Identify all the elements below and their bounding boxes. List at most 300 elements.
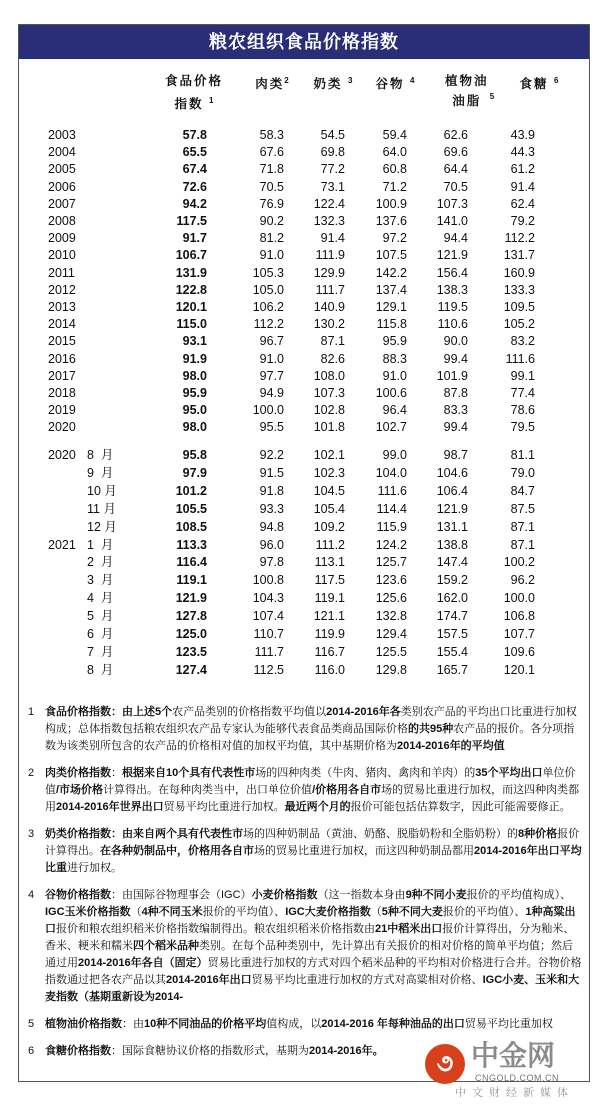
footnote-text: ：由 bbox=[122, 1018, 144, 1030]
row-year: 2019 bbox=[48, 403, 76, 418]
footnote-text: 根据来自10个具有代表性市 bbox=[122, 767, 256, 779]
row-year: 2017 bbox=[48, 368, 76, 383]
cell-value: 91.8 bbox=[259, 483, 284, 498]
cell-value: 76.9 bbox=[259, 196, 284, 211]
row-year: 2014 bbox=[48, 317, 76, 332]
cell-value: 119.9 bbox=[314, 627, 345, 641]
annual-row bbox=[19, 333, 591, 350]
cell-value: 79.0 bbox=[510, 465, 535, 480]
row-month: 5 月 bbox=[87, 609, 114, 624]
cell-value: 57.8 bbox=[182, 128, 207, 142]
cell-value: 116.0 bbox=[314, 662, 345, 677]
row-month: 11 月 bbox=[87, 501, 116, 516]
footnote-ref: 4 bbox=[410, 76, 415, 85]
header-label: 肉类 bbox=[255, 77, 285, 92]
row-month: 6 月 bbox=[87, 627, 114, 641]
cell-value: 125.5 bbox=[375, 644, 407, 659]
cell-value: 87.8 bbox=[443, 386, 468, 400]
footnote-text: （ bbox=[130, 906, 142, 918]
cell-value: 106.2 bbox=[252, 300, 284, 314]
cell-value: 97.2 bbox=[382, 231, 407, 246]
footnote-text: 4种不同玉米 bbox=[141, 906, 203, 918]
cell-value: 105.4 bbox=[313, 501, 345, 516]
cell-value: 88.3 bbox=[382, 351, 407, 366]
cell-value: 102.8 bbox=[313, 403, 345, 418]
row-month: 2 月 bbox=[87, 555, 114, 570]
footnote-text: 报价计算得出。 bbox=[45, 828, 580, 857]
cell-value: 106.7 bbox=[175, 248, 207, 263]
footnote-text: 2014-2016年各自（固定） bbox=[78, 957, 208, 969]
cell-value: 115.8 bbox=[376, 317, 407, 332]
footnote-text: 2014-2016年出口平均比重 bbox=[45, 845, 582, 874]
footnote-text: 肉类价格指数 bbox=[45, 767, 111, 779]
cell-value: 130.2 bbox=[313, 317, 345, 332]
cell-value: 62.6 bbox=[443, 128, 468, 142]
cell-value: 111.7 bbox=[315, 282, 345, 297]
cell-value: 98.0 bbox=[182, 368, 207, 383]
cell-value: 125.0 bbox=[175, 627, 207, 641]
footnote-ref: 6 bbox=[554, 76, 559, 85]
cell-value: 141.0 bbox=[436, 214, 468, 228]
cell-value: 106.4 bbox=[436, 483, 468, 498]
column-header-food-price-index bbox=[159, 71, 229, 114]
footnote-text: 5种不同大麦 bbox=[381, 906, 443, 918]
cell-value: 138.3 bbox=[436, 282, 468, 297]
cell-value: 120.1 bbox=[175, 300, 207, 314]
cell-value: 127.8 bbox=[175, 609, 207, 624]
cell-value: 122.8 bbox=[175, 282, 207, 297]
footnote-text: IGC大麦价格指数 bbox=[285, 906, 371, 918]
cell-value: 106.8 bbox=[503, 609, 535, 624]
cell-value: 94.8 bbox=[259, 519, 284, 534]
cell-value: 84.7 bbox=[510, 483, 535, 498]
annual-row bbox=[19, 402, 591, 419]
cell-value: 101.2 bbox=[175, 483, 207, 498]
cell-value: 107.4 bbox=[252, 609, 284, 624]
annual-row bbox=[19, 351, 591, 368]
footnote-ref: 1 bbox=[209, 96, 214, 105]
annual-row bbox=[19, 213, 591, 230]
cell-value: 121.1 bbox=[313, 609, 345, 624]
cell-value: 123.6 bbox=[375, 573, 407, 588]
footnote-6 bbox=[19, 1040, 591, 1104]
logo-domain: CNGOLD.COM.CN bbox=[475, 1073, 560, 1083]
cell-value: 107.3 bbox=[313, 386, 345, 400]
footnote-text: IGC玉米价格指数 bbox=[45, 906, 131, 918]
cell-value: 113.3 bbox=[176, 537, 207, 552]
cell-value: 105.0 bbox=[252, 282, 284, 297]
cell-value: 92.2 bbox=[259, 448, 284, 462]
annual-row bbox=[19, 196, 591, 213]
annual-row bbox=[19, 368, 591, 385]
footnote-text: 植物油价格指数 bbox=[45, 1018, 122, 1030]
cell-value: 113.1 bbox=[314, 555, 345, 570]
cell-value: 111.6 bbox=[505, 351, 535, 366]
cell-value: 116.7 bbox=[314, 644, 345, 659]
cell-value: 156.4 bbox=[436, 265, 468, 280]
footnote-text: 2014-2016年世界出口 bbox=[56, 801, 164, 813]
cell-value: 165.7 bbox=[436, 662, 468, 677]
cell-value: 174.7 bbox=[436, 609, 468, 624]
annual-row bbox=[19, 247, 591, 264]
cell-value: 91.9 bbox=[182, 351, 207, 366]
cell-value: 97.7 bbox=[259, 368, 284, 383]
monthly-row bbox=[19, 608, 591, 625]
header-line: 指数 bbox=[174, 97, 204, 112]
cell-value: 83.2 bbox=[510, 334, 535, 349]
cell-value: 129.4 bbox=[375, 627, 407, 641]
annual-row bbox=[19, 144, 591, 161]
cell-value: 117.5 bbox=[176, 214, 207, 228]
monthly-row bbox=[19, 519, 591, 536]
row-year: 2013 bbox=[48, 300, 76, 314]
row-year: 2009 bbox=[48, 231, 76, 246]
cell-value: 98.0 bbox=[182, 420, 207, 435]
cell-value: 100.2 bbox=[503, 555, 535, 570]
footnote-text: 2014-2016年出口 bbox=[166, 974, 252, 986]
cell-value: 91.4 bbox=[320, 231, 345, 246]
header-label: 谷物 bbox=[375, 77, 405, 92]
footnote-text: 报价的平均值）、 bbox=[202, 906, 286, 918]
footnote-number: 1 bbox=[28, 706, 35, 718]
footnote-text: 贸易平均比重进行加权的方式对高粱相对价格、 bbox=[251, 974, 483, 986]
footnote-text: 类别农产品的平均出口比重进行加权构成；总体指数包括粮农组织农产品专家认为能够代表食品类商品国际价格 bbox=[45, 706, 577, 735]
cell-value: 69.6 bbox=[443, 145, 468, 160]
cell-value: 96.0 bbox=[259, 537, 284, 552]
cell-value: 123.5 bbox=[175, 644, 207, 659]
footnote-2 bbox=[19, 762, 591, 819]
footnote-text: 进行加权。 bbox=[67, 862, 122, 874]
cell-value: 129.8 bbox=[375, 662, 407, 677]
column-header-sugar bbox=[509, 71, 569, 94]
cell-value: 108.5 bbox=[175, 519, 207, 534]
footnote-text: 贸易比重进行加权的方式对四个稻米品种的平均相对价格进行合并。谷物价格指数通过把各农产品以其 bbox=[45, 957, 582, 986]
cell-value: 107.3 bbox=[436, 196, 468, 211]
cell-value: 97.8 bbox=[259, 555, 284, 570]
cell-value: 109.6 bbox=[503, 644, 535, 659]
row-year: 2016 bbox=[48, 351, 76, 366]
cell-value: 44.3 bbox=[510, 145, 535, 160]
footnote-text: 值构成，以 bbox=[266, 1018, 322, 1030]
footnote-text: 单位价值 bbox=[45, 767, 576, 796]
footnote-number: 3 bbox=[28, 828, 35, 840]
footnote-text: /价格用各自市 bbox=[312, 784, 382, 796]
cell-value: 119.5 bbox=[437, 300, 468, 314]
cell-value: 62.4 bbox=[510, 196, 535, 211]
logo-swirl-icon: ૭ bbox=[425, 1044, 465, 1084]
cell-value: 87.1 bbox=[510, 537, 535, 552]
annual-row bbox=[19, 299, 591, 316]
cell-value: 71.8 bbox=[259, 162, 284, 177]
cell-value: 87.5 bbox=[510, 501, 535, 516]
row-year: 2008 bbox=[48, 214, 76, 228]
footnote-text: 报价可能包括估算数字，因此可能需要修正。 bbox=[350, 801, 571, 813]
cell-value: 94.2 bbox=[182, 196, 207, 211]
footnote-number: 5 bbox=[28, 1018, 35, 1030]
cell-value: 91.0 bbox=[259, 351, 284, 366]
footnote-text: 2014-2016年。 bbox=[309, 1045, 384, 1057]
cell-value: 104.5 bbox=[313, 483, 345, 498]
cell-value: 138.8 bbox=[436, 537, 468, 552]
cell-value: 129.9 bbox=[313, 265, 345, 280]
cell-value: 90.0 bbox=[443, 334, 468, 349]
monthly-row bbox=[19, 465, 591, 482]
cell-value: 112.2 bbox=[253, 317, 284, 332]
footnote-text: （ bbox=[370, 906, 382, 918]
cell-value: 91.5 bbox=[259, 465, 284, 480]
footnote-text: 在各种奶制品中，价格用各自市 bbox=[100, 845, 254, 857]
cell-value: 71.2 bbox=[382, 179, 407, 194]
cell-value: 95.8 bbox=[182, 448, 207, 462]
cell-value: 102.7 bbox=[375, 420, 407, 435]
cell-value: 101.8 bbox=[313, 420, 345, 435]
cell-value: 98.7 bbox=[443, 448, 468, 462]
cell-value: 91.7 bbox=[182, 231, 207, 246]
monthly-row bbox=[19, 644, 591, 661]
footnote-text: 2014-2016 年每种油品的出口 bbox=[321, 1018, 465, 1030]
cell-value: 70.5 bbox=[259, 179, 284, 194]
footnote-text: 最近两个月的 bbox=[284, 801, 351, 813]
cell-value: 104.3 bbox=[252, 591, 284, 606]
cell-value: 43.9 bbox=[510, 128, 535, 142]
row-month: 10 月 bbox=[87, 483, 117, 498]
monthly-row bbox=[19, 501, 591, 518]
cell-value: 114.4 bbox=[376, 501, 407, 516]
cell-value: 104.0 bbox=[375, 465, 407, 480]
footnote-text: 21中稻米出口 bbox=[375, 923, 443, 935]
table-title: 粮农组织食品价格指数 bbox=[19, 25, 589, 59]
cell-value: 109.2 bbox=[313, 519, 345, 534]
footnote-text: ：国际食糖协议价格的指数形式，基期为 bbox=[111, 1045, 309, 1057]
cell-value: 119.1 bbox=[314, 591, 345, 606]
monthly-row bbox=[19, 554, 591, 571]
cell-value: 104.6 bbox=[436, 465, 468, 480]
footnote-text: 四个稻米品种 bbox=[133, 940, 199, 952]
cell-value: 96.4 bbox=[382, 403, 407, 418]
footnote-text: 贸易平均比重加权 bbox=[464, 1018, 553, 1030]
footnote-text: 2014-2016年的平均值 bbox=[397, 740, 505, 752]
footnote-text: 报价的平均值构成）、 bbox=[466, 889, 572, 901]
cell-value: 111.2 bbox=[315, 537, 345, 552]
cell-value: 96.7 bbox=[259, 334, 284, 349]
header-label: 食糖 bbox=[519, 77, 549, 92]
cell-value: 132.8 bbox=[375, 609, 407, 624]
cell-value: 97.9 bbox=[182, 465, 207, 480]
cell-value: 121.9 bbox=[175, 591, 207, 606]
cell-value: 110.7 bbox=[253, 627, 284, 641]
cell-value: 121.9 bbox=[436, 501, 468, 516]
cell-value: 111.7 bbox=[254, 644, 284, 659]
cell-value: 69.8 bbox=[320, 145, 345, 160]
footnote-text: 8种价格 bbox=[518, 828, 558, 840]
cell-value: 73.1 bbox=[320, 179, 345, 194]
row-year: 2015 bbox=[48, 334, 76, 349]
footnote-text: 奶类价格指数：由来自两个具有代表性市 bbox=[45, 828, 243, 840]
monthly-row bbox=[19, 662, 591, 679]
cell-value: 70.5 bbox=[443, 179, 468, 194]
cell-value: 95.9 bbox=[182, 386, 207, 400]
cell-value: 125.7 bbox=[375, 555, 407, 570]
cell-value: 157.5 bbox=[436, 627, 468, 641]
cell-value: 64.4 bbox=[443, 162, 468, 177]
cell-value: 120.1 bbox=[503, 662, 535, 677]
cell-value: 59.4 bbox=[382, 128, 407, 142]
footnotes bbox=[19, 701, 591, 1108]
cell-value: 93.3 bbox=[259, 501, 284, 516]
footnote-text: 场的四种奶制品（黄油、奶酪、脱脂奶粉和全脂奶粉）的 bbox=[243, 828, 518, 840]
cell-value: 129.1 bbox=[375, 300, 407, 314]
annual-row bbox=[19, 127, 591, 144]
annual-row bbox=[19, 179, 591, 196]
footnote-text: IGC小麦、玉米和大麦指数（基期重新设为2014- bbox=[45, 974, 580, 1003]
footnote-text: 场的贸易比重进行加权，而这四种奶制品都用 bbox=[254, 845, 474, 857]
monthly-row bbox=[19, 572, 591, 589]
logo-text: 中金网 bbox=[471, 1039, 556, 1072]
cell-value: 81.2 bbox=[259, 231, 284, 246]
footnote-ref: 2 bbox=[284, 76, 289, 85]
footnote-text: 2014-2016年各 bbox=[326, 706, 401, 718]
row-year: 2010 bbox=[48, 248, 76, 263]
cell-value: 155.4 bbox=[436, 644, 468, 659]
cell-value: 100.0 bbox=[503, 591, 535, 606]
row-year: 2003 bbox=[48, 128, 76, 142]
footnote-text: 小麦价格指数 bbox=[251, 889, 318, 901]
row-year: 2006 bbox=[48, 179, 76, 194]
column-header-vegetable-oils bbox=[435, 71, 503, 111]
row-year: 2021 bbox=[48, 537, 76, 552]
cell-value: 124.2 bbox=[375, 537, 407, 552]
footnote-text: 食品价格指数：由上述5个 bbox=[45, 706, 173, 718]
footnote-text: 35个平均出口 bbox=[475, 767, 543, 779]
cell-value: 94.9 bbox=[259, 386, 284, 400]
cell-value: 100.9 bbox=[375, 196, 407, 211]
cell-value: 137.6 bbox=[375, 214, 407, 228]
monthly-row bbox=[19, 447, 591, 464]
footnote-number: 4 bbox=[28, 889, 35, 901]
cell-value: 102.3 bbox=[313, 465, 345, 480]
monthly-row bbox=[19, 626, 591, 643]
footnote-text: 农产品类别的价格指数平均值以 bbox=[172, 706, 327, 718]
cell-value: 125.6 bbox=[375, 591, 407, 606]
cell-value: 131.9 bbox=[175, 265, 207, 280]
cell-value: 60.8 bbox=[382, 162, 407, 177]
cell-value: 87.1 bbox=[510, 519, 535, 534]
cell-value: 102.1 bbox=[313, 448, 345, 462]
cell-value: 122.4 bbox=[313, 196, 345, 211]
footnote-text: （这一指数本身由 bbox=[317, 889, 406, 901]
monthly-row bbox=[19, 483, 591, 500]
cell-value: 137.4 bbox=[375, 282, 407, 297]
footnote-text: 计算得出。在每种肉类当中，出口单位价值 bbox=[103, 784, 313, 796]
cell-value: 82.6 bbox=[320, 351, 345, 366]
footnote-number: 6 bbox=[28, 1045, 35, 1057]
cell-value: 99.4 bbox=[443, 420, 468, 435]
row-month: 12 月 bbox=[87, 519, 117, 534]
column-header-dairy bbox=[308, 71, 358, 94]
cell-value: 79.2 bbox=[510, 214, 535, 228]
cell-value: 121.9 bbox=[436, 248, 468, 263]
cell-value: 117.5 bbox=[314, 573, 345, 588]
footnote-text: ：由国际谷物理事会（IGC） bbox=[111, 889, 252, 901]
footnote-text: 报价和粮农组织稻米价格指数编制得出。粮农组织稻米价格指数由 bbox=[56, 923, 375, 935]
cell-value: 91.0 bbox=[382, 368, 407, 383]
cell-value: 105.2 bbox=[503, 317, 535, 332]
row-month: 7 月 bbox=[87, 644, 114, 659]
cell-value: 96.2 bbox=[510, 573, 535, 588]
monthly-row bbox=[19, 590, 591, 607]
footnote-text: 场的四种肉类（牛肉、猪肉、禽肉和羊肉）的 bbox=[255, 767, 476, 779]
footnote-5 bbox=[19, 1013, 591, 1036]
cell-value: 99.1 bbox=[510, 368, 535, 383]
cell-value: 99.4 bbox=[443, 351, 468, 366]
cell-value: 91.0 bbox=[259, 248, 284, 263]
cell-value: 100.8 bbox=[252, 573, 284, 588]
cell-value: 159.2 bbox=[436, 573, 468, 588]
footnote-text: ： bbox=[111, 767, 122, 779]
cell-value: 87.1 bbox=[320, 334, 345, 349]
monthly-row bbox=[19, 537, 591, 554]
cell-value: 107.5 bbox=[375, 248, 407, 263]
footnote-text: 贸易平均比重进行加权。 bbox=[163, 801, 285, 813]
row-year: 2005 bbox=[48, 162, 76, 177]
row-month: 1 月 bbox=[87, 537, 114, 552]
column-header-meat bbox=[247, 71, 297, 94]
cell-value: 140.9 bbox=[313, 300, 345, 314]
cell-value: 100.6 bbox=[375, 386, 407, 400]
cell-value: 72.6 bbox=[182, 179, 207, 194]
cell-value: 112.2 bbox=[504, 231, 535, 246]
row-month: 9 月 bbox=[87, 465, 114, 480]
cell-value: 127.4 bbox=[175, 662, 207, 677]
footnote-text: 的共95种 bbox=[408, 723, 454, 735]
annual-row bbox=[19, 282, 591, 299]
cell-value: 94.4 bbox=[443, 231, 468, 246]
cell-value: 58.3 bbox=[259, 128, 284, 142]
row-year: 2018 bbox=[48, 386, 76, 400]
logo-tagline: 中文财经新媒体 bbox=[455, 1087, 574, 1099]
cell-value: 108.0 bbox=[313, 368, 345, 383]
cell-value: 91.4 bbox=[510, 179, 535, 194]
annual-row bbox=[19, 385, 591, 402]
cell-value: 78.6 bbox=[510, 403, 535, 418]
column-header-cereals bbox=[369, 71, 421, 94]
cell-value: 90.2 bbox=[259, 214, 284, 228]
footnote-text: 类别。在每个品种类别中，先计算出有关报价的相对价格的简单平均值；然后通过用 bbox=[45, 940, 573, 969]
footnote-number: 2 bbox=[28, 767, 35, 779]
cell-value: 65.5 bbox=[182, 145, 207, 160]
footnote-text: 食糖价格指数 bbox=[45, 1045, 111, 1057]
cell-value: 111.9 bbox=[315, 248, 345, 263]
cell-value: 67.4 bbox=[182, 162, 207, 177]
cell-value: 67.6 bbox=[259, 145, 284, 160]
cell-value: 93.1 bbox=[182, 334, 207, 349]
cell-value: 115.9 bbox=[376, 519, 407, 534]
cell-value: 147.4 bbox=[436, 555, 468, 570]
footnote-text: 1种高粱出口 bbox=[45, 906, 576, 935]
footnote-text: /市场价格 bbox=[56, 784, 104, 796]
annual-row bbox=[19, 265, 591, 282]
footnote-text: 谷物价格指数 bbox=[45, 889, 111, 901]
footnote-text: 农产品的报价。各分项指数为该类别所包含的农产品的价格相对值的加权平均值，其中基期价格为 bbox=[45, 723, 575, 752]
cell-value: 77.2 bbox=[320, 162, 345, 177]
cell-value: 99.0 bbox=[382, 448, 407, 462]
annual-row bbox=[19, 419, 591, 436]
cell-value: 61.2 bbox=[510, 162, 535, 177]
header-label: 奶类 bbox=[313, 77, 343, 92]
row-month: 8 月 bbox=[87, 662, 114, 677]
row-year: 2004 bbox=[48, 145, 76, 160]
food-price-index-table bbox=[18, 24, 590, 1099]
